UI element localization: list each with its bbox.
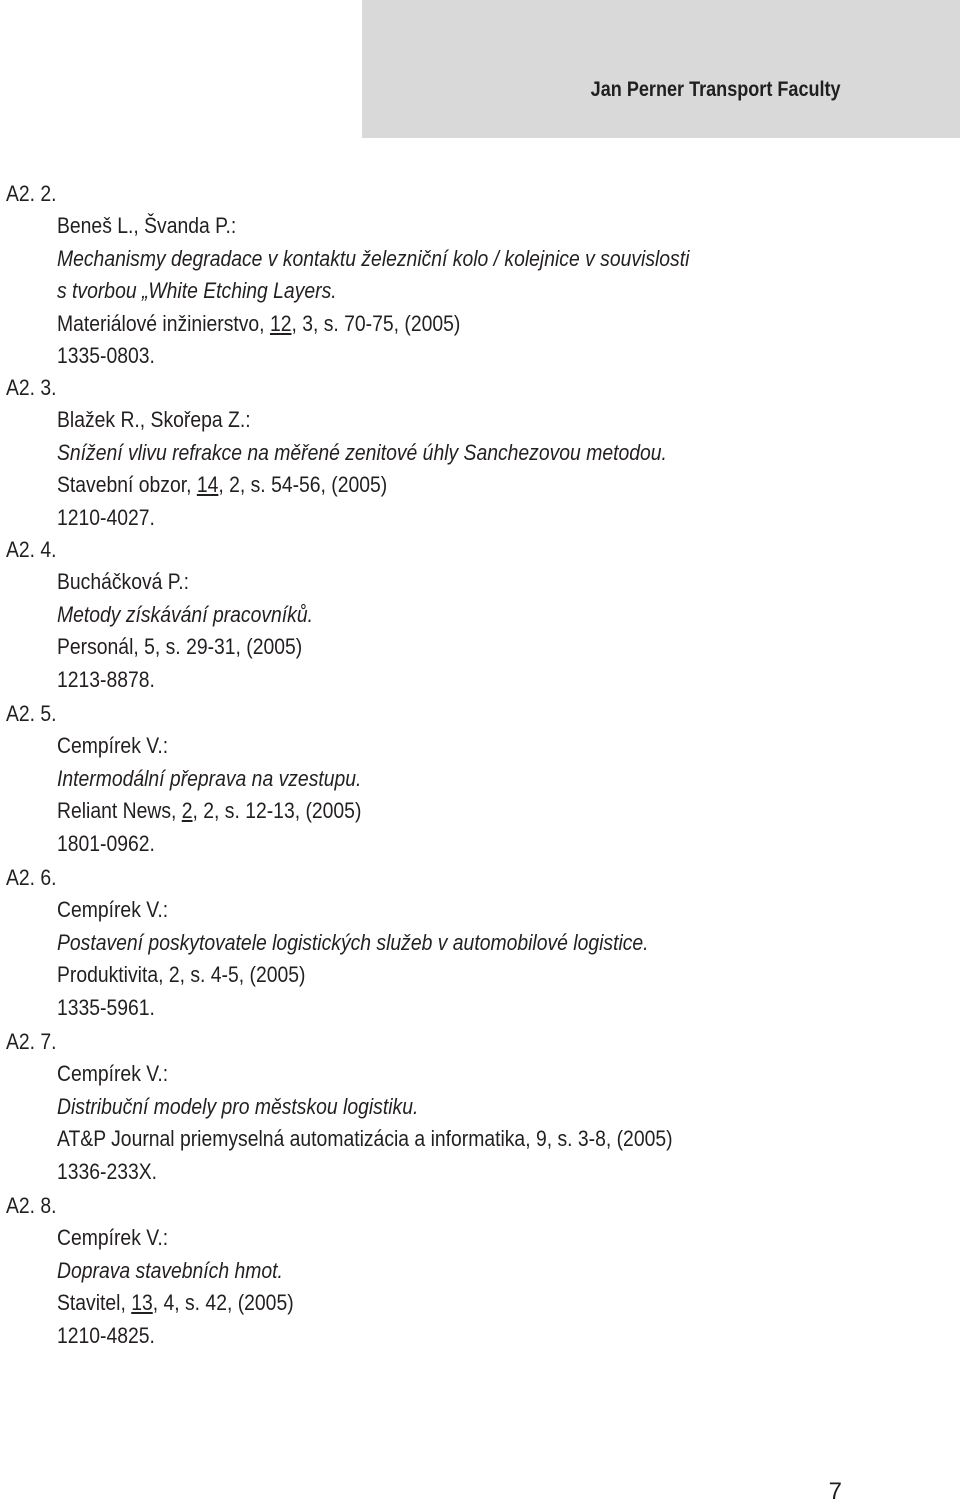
header-title: Jan Perner Transport Faculty xyxy=(591,78,841,101)
entry-code: A2. 3. xyxy=(6,375,57,400)
entry-source: Produktivita, 2, s. 4-5, (2005) xyxy=(57,962,306,988)
entry-issn: 1213-8878. xyxy=(57,666,155,692)
entry-authors: Cempírek V.: xyxy=(57,897,169,923)
entry-code: A2. 6. xyxy=(6,865,57,890)
reference-entry xyxy=(0,178,960,372)
entry-code: A2. 7. xyxy=(6,1029,57,1054)
entry-title: Mechanismy degradace v kontaktu železniční kolo / kolejnice v souvislosti xyxy=(57,245,690,271)
reference-entry xyxy=(0,862,960,1024)
entry-title: Metody získávání pracovníků. xyxy=(57,601,313,627)
entry-issn: 1336-233X. xyxy=(57,1158,158,1184)
entry-title: s tvorbou „White Etching Layers. xyxy=(57,278,337,304)
reference-entry xyxy=(0,1026,960,1188)
entry-issn: 1335-0803. xyxy=(57,342,155,368)
entry-issn: 1210-4825. xyxy=(57,1322,155,1348)
page-number: 7 xyxy=(828,1478,842,1505)
volume-number: 12 xyxy=(269,310,292,336)
header-band xyxy=(362,0,960,138)
entry-source: AT&P Journal priemyselná automatizácia a informatika, 9, s. 3-8, (2005) xyxy=(57,1126,673,1152)
entry-source: Stavební obzor, 14, 2, s. 54-56, (2005) xyxy=(57,472,388,498)
entry-code: A2. 5. xyxy=(6,701,57,726)
reference-entry xyxy=(0,534,960,696)
reference-entry xyxy=(0,372,960,534)
entry-title: Doprava stavebních hmot. xyxy=(57,1257,283,1283)
entry-source: Personál, 5, s. 29-31, (2005) xyxy=(57,634,303,660)
entry-authors: Cempírek V.: xyxy=(57,1225,169,1251)
entry-authors: Cempírek V.: xyxy=(57,1061,169,1087)
entry-issn: 1801-0962. xyxy=(57,830,155,856)
entry-issn: 1210-4027. xyxy=(57,504,155,530)
volume-number: 14 xyxy=(196,472,219,498)
entry-source: Reliant News, 2, 2, s. 12-13, (2005) xyxy=(57,798,362,824)
entry-source: Stavitel, 13, 4, s. 42, (2005) xyxy=(57,1290,294,1316)
entry-title: Intermodální přeprava na vzestupu. xyxy=(57,765,362,791)
entry-authors: Cempírek V.: xyxy=(57,733,169,759)
entry-source: Materiálové inžinierstvo, 12, 3, s. 70-75, (2005) xyxy=(57,310,461,336)
entry-authors: Blažek R., Skořepa Z.: xyxy=(57,407,251,433)
entry-code: A2. 2. xyxy=(6,181,57,206)
entry-title: Snížení vlivu refrakce na měřené zenitové úhly Sanchezovou metodou. xyxy=(57,439,667,465)
entry-code: A2. 8. xyxy=(6,1193,57,1218)
entry-authors: Bucháčková P.: xyxy=(57,569,189,595)
reference-entry xyxy=(0,698,960,860)
entry-issn: 1335-5961. xyxy=(57,994,155,1020)
entry-authors: Beneš L., Švanda P.: xyxy=(57,213,237,239)
entry-title: Postavení poskytovatele logistických služeb v automobilové logistice. xyxy=(57,929,649,955)
entry-code: A2. 4. xyxy=(6,537,57,562)
volume-number: 13 xyxy=(131,1290,153,1316)
volume-number: 2 xyxy=(181,798,193,824)
reference-entry xyxy=(0,1190,960,1352)
entry-title: Distribuční modely pro městskou logistiku. xyxy=(57,1093,419,1119)
